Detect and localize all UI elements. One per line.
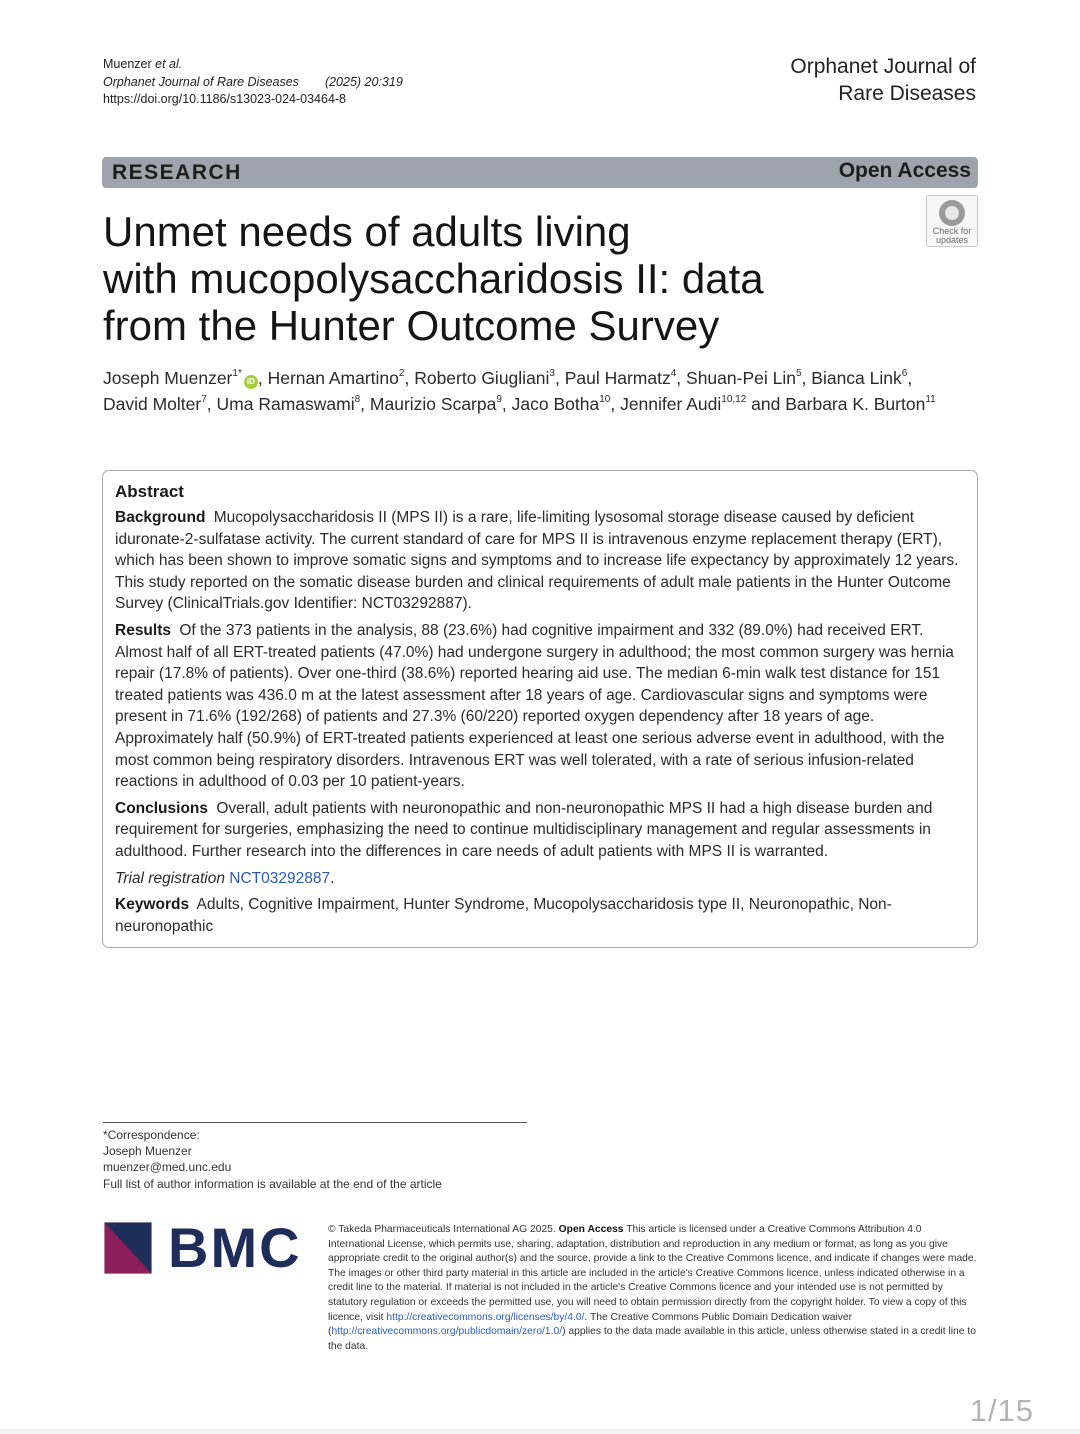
trial-registration-link[interactable]: NCT03292887 xyxy=(229,869,331,887)
abstract-results: Results Of the 373 patients in the analysis, 88 (23.6%) had cognitive impairment and 332 (89.0%) had received ERT. Almost half of all ERT-treated patients (47.0%) had undergone surgery in adulthood; the most common surgery was hernia repair (17.8% of patients). Over one-third (38.6%) reported hearing aid use. The median 6-min walk test distance for 151 treated patients was 436.0 m at the latest assessment after 18 years of age. Cardiovascular signs and symptoms were present in 71.6% (192/268) of patients and 27.3% (60/220) reported oxygen dependency after 18 years of age. Approximately half (50.9%) of ERT-treated patients experienced at least one serious adverse event in adulthood, with the most common being respiratory disorders. Intravenous ERT was well tolerated, with a rate of serious infusion-related reactions in adulthood of 0.03 per 10 patient-years. xyxy=(115,621,954,791)
abstract-box xyxy=(102,470,978,948)
page-bottom-edge xyxy=(0,1429,1080,1434)
bmc-logo xyxy=(104,1216,302,1279)
abstract-conclusions: Conclusions Overall, adult patients with neuronopathic and non-neuronopathic MPS II had a high disease burden and requirement for surgeries, emphasizing the need to continue multidisciplinary management and regular assessments in adulthood. Further research into the differences in care needs of adult patients with MPS II is warranted. xyxy=(115,799,933,860)
open-access-label: Open Access xyxy=(838,159,971,182)
abstract-heading: Abstract xyxy=(115,482,184,501)
author-affiliation-marker: 10 xyxy=(599,394,611,405)
author-separator: , xyxy=(360,394,370,414)
running-header-citation: Orphanet Journal of Rare Diseases (2025) 20:319 xyxy=(103,74,403,89)
author-name: David Molter xyxy=(103,394,202,414)
author-separator: , xyxy=(610,394,621,414)
author-name: Maurizio Scarpa xyxy=(369,394,497,414)
check-for-updates-button[interactable]: Check for updates xyxy=(926,195,978,247)
footnote-rule xyxy=(103,1122,527,1123)
author-affiliation-marker: 2 xyxy=(398,368,405,379)
author-separator: , xyxy=(257,368,268,388)
author-separator: , xyxy=(801,368,812,388)
author-affiliation-marker: 6 xyxy=(901,368,908,379)
author-affiliation-marker: 10,12 xyxy=(721,394,747,405)
abstract-keywords: Keywords Adults, Cognitive Impairment, Hunter Syndrome, Mucopolysaccharidosis type II, Neuronopathic, Non-neuronopathic xyxy=(115,896,892,935)
bmc-logo-mark-icon xyxy=(104,1222,152,1274)
abstract-trial-registration: Trial registration NCT03292887. xyxy=(115,869,335,887)
author-list xyxy=(103,365,983,417)
article-type-bar xyxy=(102,157,978,188)
running-header xyxy=(103,56,403,109)
author-name: Joseph Muenzer xyxy=(103,368,233,388)
doi-link[interactable]: https://doi.org/10.1186/s13023-024-03464-8 xyxy=(103,92,347,106)
orcid-icon[interactable]: iD xyxy=(244,375,258,389)
author-name: Roberto Giugliani xyxy=(414,368,550,388)
author-name: Shuan-Pei Lin xyxy=(686,368,796,388)
running-header-authors: Muenzer et al. xyxy=(103,57,183,71)
journal-name: Orphanet Journal of Rare Diseases xyxy=(790,55,976,105)
author-name: Uma Ramaswami xyxy=(216,394,355,414)
author-affiliation-marker: 8 xyxy=(354,394,361,405)
author-separator: , xyxy=(501,394,512,414)
author-separator: , xyxy=(554,368,565,388)
author-separator: and xyxy=(746,394,786,414)
page-indicator: 1/15 xyxy=(969,1393,1034,1428)
public-domain-link[interactable]: http://creativecommons.org/publicdomain/zero/1.0/ xyxy=(331,1326,563,1338)
author-affiliation-marker: 9 xyxy=(496,394,502,405)
author-affiliation-marker: 11 xyxy=(925,394,936,405)
author-name: Bianca Link xyxy=(811,368,902,388)
article-title: Unmet needs of adults living with mucopolysaccharidosis II: data from the Hunter Outcome Survey xyxy=(103,208,764,349)
author-separator: , xyxy=(676,368,687,388)
author-name: Jaco Botha xyxy=(511,394,600,414)
author-name: Jennifer Audi xyxy=(620,394,722,414)
check-for-updates-icon xyxy=(939,200,965,226)
author-affiliation-marker: 3 xyxy=(549,368,555,379)
author-name: Barbara K. Burton xyxy=(785,394,926,414)
author-name: Hernan Amartino xyxy=(267,368,399,388)
license-statement: © Takeda Pharmaceuticals International AG 2025. Open Access This article is licensed under a Creative Commons Attribution 4.0 International License, which permits use, sharing, adaptation, distribution and reproduction in any medium or format, as long as you give appropriate credit to the original author(s) and the source, provide a link to the Creative Commons licence, and indicate if changes were made. The images or other third party material in this article are included in the article's Creative Commons licence, unless indicated otherwise in a credit line to the material. If material is not included in the article's Creative Commons licence and your intended use is not permitted by statutory regulation or exceeds the permitted use, you will need to obtain permission directly from the copyright holder. To view a copy of this licence, visit http://creativecommons.org/licenses/by/4.0/. The Creative Commons Public Domain Dedication waiver (http://creativecommons.org/publicdomain/zero/1.0/) applies to the data made available in this article, unless otherwise stated in a credit line to the data. xyxy=(328,1224,977,1352)
license-link[interactable]: http://creativecommons.org/licenses/by/4.0/ xyxy=(386,1311,585,1323)
author-separator: , xyxy=(404,368,415,388)
correspondence-email[interactable]: muenzer@med.unc.edu xyxy=(103,1160,232,1175)
author-affiliation-marker: 7 xyxy=(201,394,207,405)
bmc-logo-text: BMC xyxy=(168,1216,302,1279)
abstract-background: Background Mucopolysaccharidosis II (MPS II) is a rare, life-limiting lysosomal storage disease caused by deficient iduronate-2-sulfatase activity. The current standard of care for MPS II is intravenous enzyme replacement therapy (ERT), which has been shown to improve somatic signs and symptoms and to increase life expectancy by approximately 12 years. This study reported on the somatic disease burden and clinical requirements of adult male patients in the Hunter Outcome Survey (ClinicalTrials.gov Identifier: NCT03292887). xyxy=(115,509,959,613)
author-name: Paul Harmatz xyxy=(564,368,671,388)
article-type-label: RESEARCH xyxy=(112,161,242,184)
correspondence-footnote: *Correspondence: Joseph Muenzer muenzer@med.unc.edu Full list of author information is available at the end of the article xyxy=(103,1128,442,1191)
author-affiliation-marker: 5 xyxy=(795,368,802,379)
author-separator: , xyxy=(206,394,217,414)
author-affiliation-marker: 4 xyxy=(670,368,677,379)
author-separator: , xyxy=(907,368,913,388)
author-affiliation-marker: 1* xyxy=(232,368,242,379)
